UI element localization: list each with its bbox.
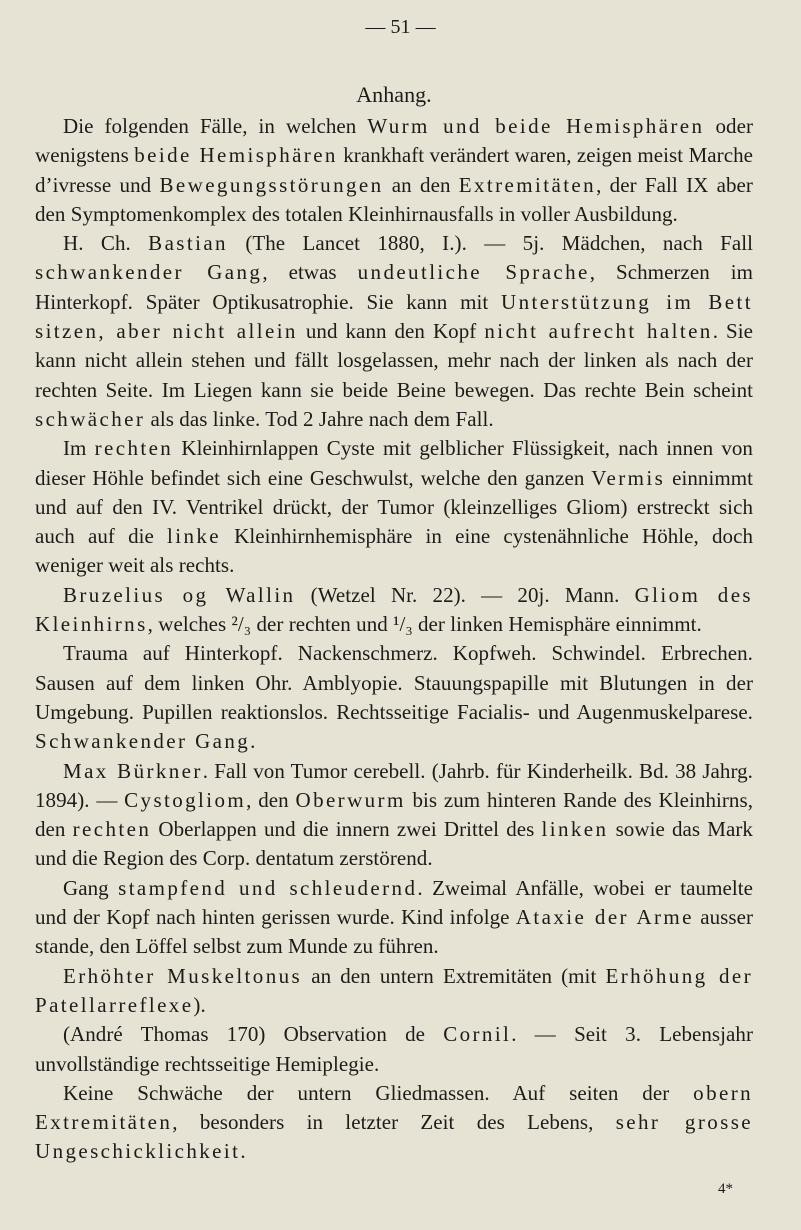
text-run: als das linke. Tod 2 Jahre nach dem Fall. xyxy=(145,406,494,431)
text-run: an den xyxy=(383,172,459,197)
text-run: . xyxy=(250,729,256,754)
spaced-text: Bewegungsstörungen xyxy=(159,172,384,197)
body-text xyxy=(35,112,753,1167)
spaced-text: nicht aufrecht halten xyxy=(484,319,713,344)
text-run: an den untern Extremitäten (mit xyxy=(302,963,606,988)
text-run: sowie das Mark und die Region des Corp. dentatum zerstörend. xyxy=(35,817,753,871)
text-run: , der Fall IX aber den Symptomenkomplex des totalen Kleinhirnausfalls in voller Ausbildung. xyxy=(35,172,753,226)
paragraph xyxy=(35,1079,753,1167)
spaced-text: Wurm und beide Hemisphären xyxy=(367,114,705,138)
spaced-text: schwächer xyxy=(35,406,146,431)
spaced-text: stampfend und schleudernd xyxy=(118,875,418,900)
spaced-text: beide Hemisphären xyxy=(134,143,338,168)
paragraph xyxy=(35,1020,753,1079)
spaced-text: Erhöhung der Patellarreflexe xyxy=(35,963,753,1017)
paragraph xyxy=(35,962,753,1021)
text-run: ausser stande, den Löffel selbst zum Munde zu führen. xyxy=(35,905,753,959)
spaced-text: Cornil xyxy=(443,1022,512,1047)
spaced-text: Cystogliom xyxy=(124,787,247,812)
text-run: (Wetzel Nr. 22). — 20j. Mann. xyxy=(295,582,635,607)
spaced-text: linken xyxy=(541,817,609,842)
spaced-text: obern Extremitäten xyxy=(35,1080,753,1135)
text-run: H. Ch. xyxy=(63,231,149,256)
text-run: . Fall von Tumor cerebell. (Jahrb. für Kinderheilk. Bd. 38 Jahrg. 1894). — xyxy=(35,758,753,812)
paragraph xyxy=(35,229,753,434)
spaced-text: schwankender Gang xyxy=(35,260,263,285)
text-run: Trauma auf Hinterkopf. Nackenschmerz. Kopfweh. Schwindel. Erbrechen. Sausen auf dem linken Ohr. Amblyopie. Stauungspapille mit Blutungen in der Umgebung. Pupillen reaktionslos. Rechtsseitige Facialis- und Augenmuskelparese. xyxy=(35,641,753,724)
spaced-text: Max Bürkner xyxy=(63,758,203,783)
text-run: (André Thomas 170) Observation de xyxy=(63,1022,444,1047)
text-run: bis zum hinteren Rande des Kleinhirns, den xyxy=(35,787,753,842)
text-run: ). xyxy=(193,992,206,1017)
text-run: . — Seit 3. Lebensjahr unvollständige rechtsseitige Hemiplegie. xyxy=(35,1022,754,1076)
spaced-text: Vermis xyxy=(591,465,666,490)
paragraph xyxy=(35,639,753,756)
spaced-text: Unterstützung im Bett sitzen, aber nicht allein xyxy=(35,289,753,344)
signature-mark: 4* xyxy=(718,1181,734,1197)
text-run: einnimmt und auf den IV. Ventrikel drückt, der Tumor (kleinzelliges Gliom) erstreckt sich auch auf die xyxy=(35,465,753,549)
spaced-text: rechten xyxy=(94,436,174,461)
spaced-text: rechten xyxy=(72,817,152,842)
spaced-text: Extremitäten xyxy=(458,172,597,197)
paragraph xyxy=(35,112,753,229)
text-run: , den xyxy=(246,787,296,812)
text-run: . Zweimal Anfälle, wobei er taumelte und der Kopf nach hinten gerissen wurde. Kind infolge xyxy=(35,875,753,930)
spaced-text: linke xyxy=(167,524,222,549)
paragraph xyxy=(35,757,753,874)
text-run: . xyxy=(240,1139,246,1164)
spaced-text: Oberwurm xyxy=(295,787,406,812)
paragraph xyxy=(35,434,753,580)
text-run: krankhaft verändert waren, zeigen meist Marche d’ivresse und xyxy=(35,143,753,197)
text-run: . Sie kann nicht allein stehen und fällt losgelassen, mehr nach der linken als nach der rechten Seite. Im Liegen kann sie beide Beine bewegen. Das rechte Bein scheint xyxy=(35,319,753,402)
paragraph xyxy=(35,874,753,962)
spaced-text: Gliom des Kleinhirns xyxy=(35,582,753,637)
paragraph xyxy=(35,581,753,640)
text-run: , besonders in letzter Zeit des Lebens, xyxy=(172,1110,616,1135)
text-run: Die folgenden Fälle, in welchen xyxy=(63,114,368,138)
text-run: Keine Schwäche der untern Gliedmassen. Auf seiten der xyxy=(63,1080,694,1105)
text-run: und kann den Kopf xyxy=(297,319,485,344)
spaced-text: undeutliche Sprache xyxy=(357,260,590,285)
page-number: — 51 — xyxy=(365,16,436,38)
text-run: Im xyxy=(63,436,95,461)
spaced-text: Ataxie der Arme xyxy=(515,905,694,930)
spaced-text: sehr grosse Ungeschicklichkeit xyxy=(35,1110,753,1164)
spaced-text: Schwankender Gang xyxy=(35,729,251,754)
text-run: , etwas xyxy=(262,260,358,285)
text-run: oder wenigstens xyxy=(35,114,753,168)
section-heading: Anhang. xyxy=(356,82,432,107)
spaced-text: Bruzelius og Wallin xyxy=(63,582,296,607)
spaced-text: Bastian xyxy=(148,231,228,256)
text-run: Oberlappen und die innern zwei Drittel des xyxy=(151,817,542,842)
text-run: , Schmerzen im Hinterkopf. Später Optikusatrophie. Sie kann mit xyxy=(35,260,754,314)
spaced-text: Erhöhter Muskeltonus xyxy=(63,963,303,988)
text-run: Kleinhirnlappen Cyste mit gelblicher Flüssigkeit, nach innen von dieser Höhle befindet sich eine Geschwulst, welche den ganzen xyxy=(35,436,753,490)
text-run: Gang xyxy=(63,875,119,900)
text-run: (The Lancet 1880, I.). — 5j. Mädchen, nach Fall xyxy=(227,231,753,256)
text-run: , welches ²/₃ der rechten und ¹/₃ der linken Hemisphäre einnimmt. xyxy=(147,612,702,637)
text-run: Kleinhirnhemisphäre in eine cystenähnliche Höhle, doch weniger weit als rechts. xyxy=(35,524,754,578)
